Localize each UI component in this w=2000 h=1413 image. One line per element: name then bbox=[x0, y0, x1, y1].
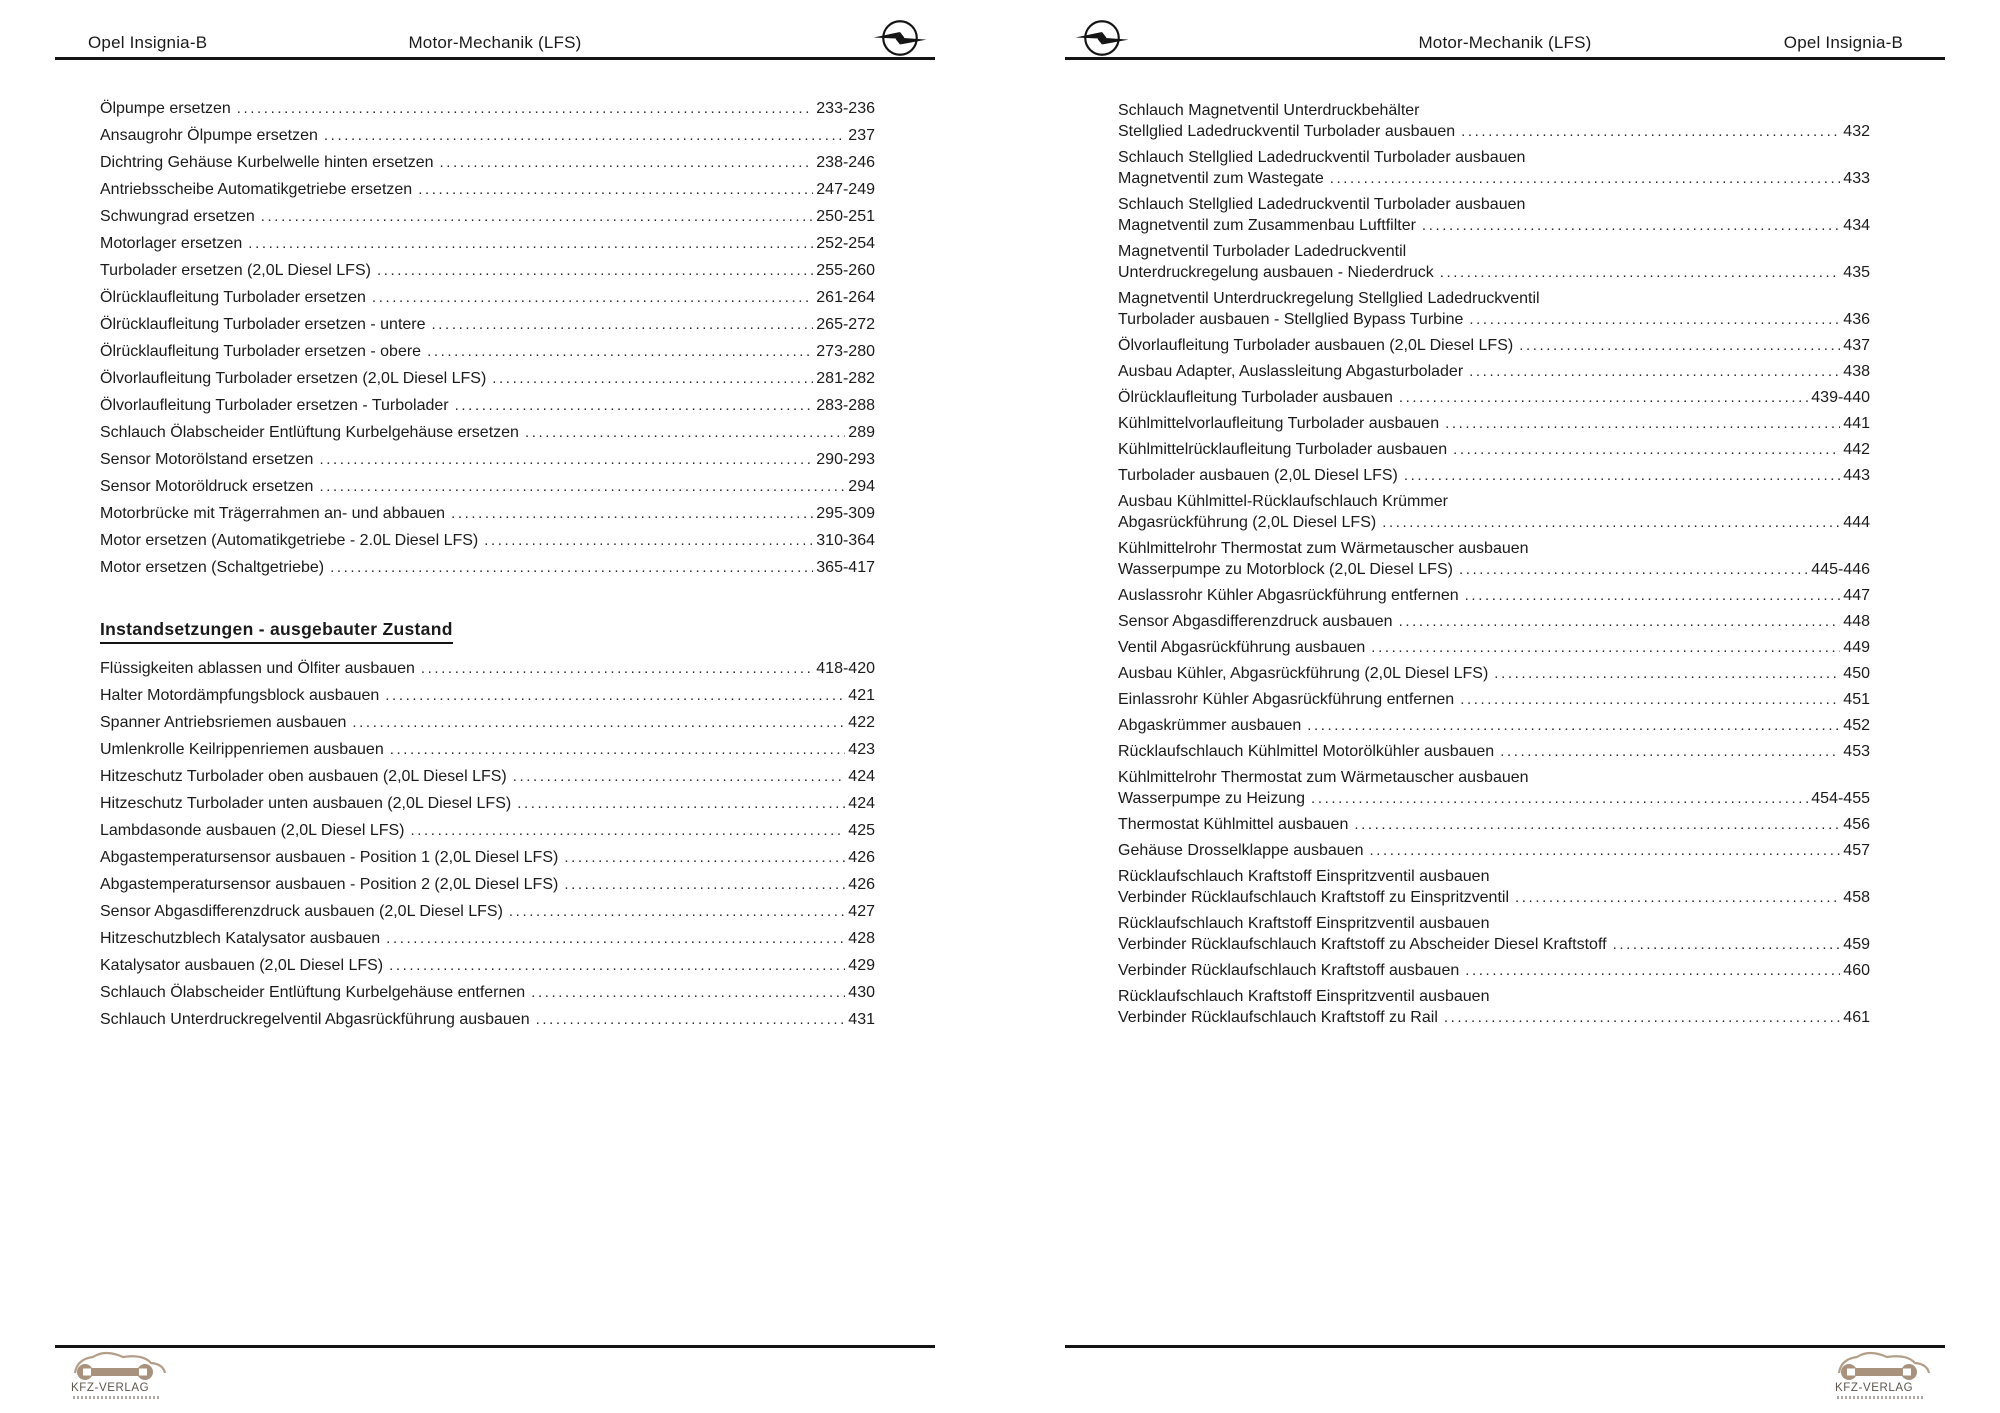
page-number: 445-446 bbox=[1811, 561, 1870, 578]
page-number: 310-364 bbox=[816, 532, 875, 549]
page-number: 422 bbox=[848, 714, 875, 731]
toc-entry-title: Kühlmittelvorlaufleitung Turbolader ausbauen bbox=[1118, 415, 1440, 432]
toc-entry-title: Ölpumpe ersetzen bbox=[100, 100, 231, 117]
kfz-verlag-car-wrench-icon bbox=[1835, 1351, 1947, 1383]
leader-dots bbox=[418, 181, 813, 199]
toc-entry-title: Hitzeschutz Turbolader unten ausbauen (2,0L Diesel LFS) bbox=[100, 795, 512, 812]
toc-entry bbox=[1118, 147, 1870, 189]
page-number: 238-246 bbox=[816, 154, 875, 171]
toc-entry-title: Unterdruckregelung ausbauen - Niederdruck bbox=[1118, 264, 1434, 281]
page-number: 233-236 bbox=[816, 100, 875, 117]
leader-dots bbox=[1445, 413, 1840, 434]
toc-entry bbox=[100, 930, 875, 957]
leader-dots bbox=[517, 795, 845, 813]
page-number: 460 bbox=[1843, 962, 1870, 979]
page-number: 444 bbox=[1843, 514, 1870, 531]
toc-entry-title: Ventil Abgasrückführung ausbauen bbox=[1118, 639, 1366, 656]
kfz-verlag-tagline bbox=[73, 1396, 161, 1399]
toc-entry-title: Wasserpumpe zu Heizung bbox=[1118, 790, 1306, 807]
toc-entry bbox=[100, 795, 875, 822]
leader-dots bbox=[1469, 361, 1840, 382]
page-number: 429 bbox=[848, 957, 875, 974]
page-number: 421 bbox=[848, 687, 875, 704]
toc-entry bbox=[100, 903, 875, 930]
toc-entry-title: Dichtring Gehäuse Kurbelwelle hinten ersetzen bbox=[100, 154, 434, 171]
toc-entry bbox=[1118, 194, 1870, 236]
page-number: 436 bbox=[1843, 311, 1870, 328]
toc-entry bbox=[100, 822, 875, 849]
toc-entry-title: Hitzeschutz Turbolader oben ausbauen (2,0L Diesel LFS) bbox=[100, 768, 507, 785]
toc-entry bbox=[100, 127, 875, 154]
toc-entry-title: Abgastemperatursensor ausbauen - Position 2 (2,0L Diesel LFS) bbox=[100, 876, 559, 893]
header-section-right: Motor-Mechanik (LFS) bbox=[1418, 33, 1592, 52]
toc-entry-line: Rücklaufschlauch Kraftstoff Einspritzventil ausbauen bbox=[1118, 868, 1490, 885]
page-number: 255-260 bbox=[816, 262, 875, 279]
toc-entry-title: Einlassrohr Kühler Abgasrückführung entfernen bbox=[1118, 691, 1455, 708]
leader-dots bbox=[525, 424, 845, 442]
page-number: 290-293 bbox=[816, 451, 875, 468]
leader-dots bbox=[1459, 559, 1808, 580]
toc-entry-title: Motorbrücke mit Trägerrahmen an- und abbauen bbox=[100, 505, 446, 522]
section-heading: Instandsetzungen - ausgebauter Zustand bbox=[100, 619, 875, 644]
toc-entry bbox=[1118, 840, 1870, 861]
toc-entry bbox=[100, 957, 875, 984]
toc-entry-title: Abgasrückführung (2,0L Diesel LFS) bbox=[1118, 514, 1377, 531]
leader-dots bbox=[1370, 840, 1841, 861]
toc-entry-line: Schlauch Stellglied Ladedruckventil Turbolader ausbauen bbox=[1118, 149, 1526, 166]
leader-dots bbox=[1465, 960, 1840, 981]
page-number: 448 bbox=[1843, 613, 1870, 630]
toc-entry bbox=[1118, 689, 1870, 710]
toc-entry bbox=[100, 289, 875, 316]
leader-dots bbox=[389, 957, 845, 975]
page-left bbox=[55, 0, 935, 1413]
leader-dots bbox=[1444, 1007, 1840, 1028]
opel-logo bbox=[1073, 11, 1131, 65]
toc-entry-title: Ölrücklaufleitung Turbolader ersetzen bbox=[100, 289, 366, 306]
kfz-verlag-wordmark: KFZ-VERLAG bbox=[1835, 1382, 1914, 1394]
leader-dots bbox=[455, 397, 814, 415]
toc-entry bbox=[100, 687, 875, 714]
toc-entry-title: Ölvorlaufleitung Turbolader ausbauen (2,0L Diesel LFS) bbox=[1118, 337, 1514, 354]
toc-entry-title: Schlauch Unterdruckregelventil Abgasrückführung ausbauen bbox=[100, 1011, 530, 1028]
kfz-verlag-logo bbox=[1835, 1351, 1947, 1403]
page-number: 435 bbox=[1843, 264, 1870, 281]
page-number: 456 bbox=[1843, 816, 1870, 833]
page-number: 438 bbox=[1843, 363, 1870, 380]
toc-entry-title: Spanner Antriebsriemen ausbauen bbox=[100, 714, 347, 731]
toc-entry bbox=[100, 451, 875, 478]
leader-dots bbox=[330, 559, 813, 577]
leader-dots bbox=[319, 478, 845, 496]
page-number: 450 bbox=[1843, 665, 1870, 682]
leader-dots bbox=[1382, 512, 1840, 533]
page-number: 442 bbox=[1843, 441, 1870, 458]
leader-dots bbox=[352, 714, 845, 732]
leader-dots bbox=[1519, 335, 1840, 356]
toc-entry bbox=[1118, 866, 1870, 908]
page-number: 425 bbox=[848, 822, 875, 839]
page-number: 427 bbox=[848, 903, 875, 920]
leader-dots bbox=[531, 984, 845, 1002]
leader-dots bbox=[386, 930, 845, 948]
toc-entry-title: Turbolader ausbauen - Stellglied Bypass Turbine bbox=[1118, 311, 1464, 328]
leader-dots bbox=[372, 289, 813, 307]
leader-dots bbox=[385, 687, 845, 705]
toc-entry-title: Ölvorlaufleitung Turbolader ersetzen - Turbolader bbox=[100, 397, 449, 414]
page-number: 451 bbox=[1843, 691, 1870, 708]
toc-entry-title: Turbolader ausbauen (2,0L Diesel LFS) bbox=[1118, 467, 1398, 484]
leader-dots bbox=[492, 370, 813, 388]
toc-list-left-top bbox=[100, 100, 875, 586]
page-number: 453 bbox=[1843, 743, 1870, 760]
leader-dots bbox=[1307, 715, 1840, 736]
page-number: 265-272 bbox=[816, 316, 875, 333]
leader-dots bbox=[411, 822, 846, 840]
toc-entry bbox=[100, 424, 875, 451]
toc-entry-title: Hitzeschutzblech Katalysator ausbauen bbox=[100, 930, 381, 947]
toc-entry bbox=[1118, 814, 1870, 835]
page-number: 434 bbox=[1843, 217, 1870, 234]
page-number: 281-282 bbox=[816, 370, 875, 387]
toc-entry-title: Ölvorlaufleitung Turbolader ersetzen (2,0L Diesel LFS) bbox=[100, 370, 487, 387]
toc-entry-title: Ausbau Adapter, Auslassleitung Abgasturbolader bbox=[1118, 363, 1464, 380]
toc-entry-line: Rücklaufschlauch Kraftstoff Einspritzventil ausbauen bbox=[1118, 915, 1490, 932]
toc-entry bbox=[1118, 913, 1870, 955]
toc-entry bbox=[1118, 413, 1870, 434]
toc-entry-title: Katalysator ausbauen (2,0L Diesel LFS) bbox=[100, 957, 384, 974]
leader-dots bbox=[1422, 215, 1840, 236]
page-number: 237 bbox=[848, 127, 875, 144]
page-number: 437 bbox=[1843, 337, 1870, 354]
toc-entry bbox=[100, 768, 875, 795]
toc-entry bbox=[100, 505, 875, 532]
toc-entry-title: Schlauch Ölabscheider Entlüftung Kurbelgehäuse entfernen bbox=[100, 984, 526, 1001]
leader-dots bbox=[509, 903, 845, 921]
leader-dots bbox=[1399, 387, 1808, 408]
toc-entry-title: Verbinder Rücklaufschlauch Kraftstoff zu Rail bbox=[1118, 1009, 1438, 1026]
leader-dots bbox=[261, 208, 814, 226]
leader-dots bbox=[440, 154, 814, 172]
page-number: 457 bbox=[1843, 842, 1870, 859]
toc-entry bbox=[100, 100, 875, 127]
toc-entry bbox=[100, 154, 875, 181]
toc-entry bbox=[100, 235, 875, 262]
toc-entry bbox=[1118, 439, 1870, 460]
leader-dots bbox=[1330, 168, 1841, 189]
toc-entry-line: Magnetventil Unterdruckregelung Stellglied Ladedruckventil bbox=[1118, 290, 1540, 307]
page-number: 423 bbox=[848, 741, 875, 758]
toc-entry-title: Abgaskrümmer ausbauen bbox=[1118, 717, 1302, 734]
leader-dots bbox=[1469, 309, 1840, 330]
toc-entry-title: Wasserpumpe zu Motorblock (2,0L Diesel LFS) bbox=[1118, 561, 1453, 578]
footer-rule-left bbox=[55, 1345, 935, 1348]
toc-entry-title: Ölrücklaufleitung Turbolader ersetzen - obere bbox=[100, 343, 422, 360]
leader-dots bbox=[377, 262, 813, 280]
toc-entry-title: Antriebsscheibe Automatikgetriebe ersetzen bbox=[100, 181, 413, 198]
toc-entry bbox=[100, 397, 875, 424]
page-number: 433 bbox=[1843, 170, 1870, 187]
leader-dots bbox=[421, 660, 813, 678]
leader-dots bbox=[432, 316, 814, 334]
header-section-left: Motor-Mechanik (LFS) bbox=[408, 33, 582, 52]
page-number: 250-251 bbox=[816, 208, 875, 225]
leader-dots bbox=[513, 768, 846, 786]
page-number: 459 bbox=[1843, 936, 1870, 953]
toc-entry bbox=[100, 478, 875, 505]
toc-entry bbox=[1118, 387, 1870, 408]
toc-entry bbox=[100, 559, 875, 586]
header-model-right: Opel Insignia-B bbox=[1783, 33, 1903, 52]
toc-entry-line: Schlauch Stellglied Ladedruckventil Turbolader ausbauen bbox=[1118, 196, 1526, 213]
toc-entry-title: Rücklaufschlauch Kühlmittel Motorölkühler ausbauen bbox=[1118, 743, 1495, 760]
kfz-verlag-wordmark: KFZ-VERLAG bbox=[71, 1382, 150, 1394]
toc-entry-line: Schlauch Magnetventil Unterdruckbehälter bbox=[1118, 102, 1420, 119]
page-number: 289 bbox=[848, 424, 875, 441]
toc-list-left-bottom bbox=[100, 660, 875, 1038]
toc-entry bbox=[1118, 100, 1870, 142]
toc-entry bbox=[1118, 663, 1870, 684]
toc-entry-line: Magnetventil Turbolader Ladedruckventil bbox=[1118, 243, 1407, 260]
leader-dots bbox=[1371, 637, 1840, 658]
toc-entry-title: Halter Motordämpfungsblock ausbauen bbox=[100, 687, 380, 704]
page-number: 461 bbox=[1843, 1009, 1870, 1026]
page-number: 283-288 bbox=[816, 397, 875, 414]
toc-entry bbox=[1118, 767, 1870, 809]
toc-entry-title: Auslassrohr Kühler Abgasrückführung entfernen bbox=[1118, 587, 1459, 604]
leader-dots bbox=[1461, 121, 1840, 142]
toc-entry-title: Ansaugrohr Ölpumpe ersetzen bbox=[100, 127, 318, 144]
toc-entry-title: Lambdasonde ausbauen (2,0L Diesel LFS) bbox=[100, 822, 405, 839]
leader-dots bbox=[248, 235, 813, 253]
toc-entry-title: Sensor Abgasdifferenzdruck ausbauen bbox=[1118, 613, 1393, 630]
page-number: 431 bbox=[848, 1011, 875, 1028]
header-rule-left bbox=[55, 57, 935, 60]
toc-entry-title: Sensor Abgasdifferenzdruck ausbauen (2,0L Diesel LFS) bbox=[100, 903, 503, 920]
toc-entry-line: Kühlmittelrohr Thermostat zum Wärmetauscher ausbauen bbox=[1118, 769, 1529, 786]
toc-entry-title: Kühlmittelrücklaufleitung Turbolader ausbauen bbox=[1118, 441, 1448, 458]
toc-entry-line: Kühlmittelrohr Thermostat zum Wärmetauscher ausbauen bbox=[1118, 540, 1529, 557]
toc-entry-title: Schwungrad ersetzen bbox=[100, 208, 255, 225]
leader-dots bbox=[1613, 934, 1841, 955]
toc-entry bbox=[100, 343, 875, 370]
page-number: 294 bbox=[848, 478, 875, 495]
leader-dots bbox=[564, 849, 845, 867]
page-number: 452 bbox=[1843, 717, 1870, 734]
toc-entry-title: Umlenkrolle Keilrippenriemen ausbauen bbox=[100, 741, 384, 758]
toc-entry-line: Ausbau Kühlmittel-Rücklaufschlauch Krümmer bbox=[1118, 493, 1448, 510]
toc-entry bbox=[1118, 741, 1870, 762]
leader-dots bbox=[1460, 689, 1840, 710]
toc-entry bbox=[100, 660, 875, 687]
page-number: 449 bbox=[1843, 639, 1870, 656]
toc-entry bbox=[100, 741, 875, 768]
leader-dots bbox=[536, 1011, 846, 1029]
toc-entry-title: Flüssigkeiten ablassen und Ölfiter ausbauen bbox=[100, 660, 415, 677]
leader-dots bbox=[564, 876, 845, 894]
toc-entry-title: Verbinder Rücklaufschlauch Kraftstoff ausbauen bbox=[1118, 962, 1460, 979]
toc-entry bbox=[100, 984, 875, 1011]
leader-dots bbox=[1354, 814, 1840, 835]
toc-entry-title: Magnetventil zum Zusammenbau Luftfilter bbox=[1118, 217, 1416, 234]
toc-entry-title: Sensor Motorölstand ersetzen bbox=[100, 451, 314, 468]
toc-entry-title: Ausbau Kühler, Abgasrückführung (2,0L Diesel LFS) bbox=[1118, 665, 1489, 682]
toc-entry-title: Verbinder Rücklaufschlauch Kraftstoff zu Abscheider Diesel Kraftstoff bbox=[1118, 936, 1607, 953]
page-right bbox=[1065, 0, 1945, 1413]
toc-entry-title: Turbolader ersetzen (2,0L Diesel LFS) bbox=[100, 262, 371, 279]
toc-entry bbox=[100, 181, 875, 208]
toc-entry-title: Ölrücklaufleitung Turbolader ausbauen bbox=[1118, 389, 1393, 406]
toc-entry bbox=[100, 532, 875, 559]
toc-entry bbox=[100, 714, 875, 741]
leader-dots bbox=[1404, 465, 1840, 486]
page-number: 247-249 bbox=[816, 181, 875, 198]
toc-entry-title: Schlauch Ölabscheider Entlüftung Kurbelgehäuse ersetzen bbox=[100, 424, 519, 441]
toc-entry-title: Verbinder Rücklaufschlauch Kraftstoff zu Einspritzventil bbox=[1118, 889, 1510, 906]
toc-entry bbox=[1118, 288, 1870, 330]
page-number: 441 bbox=[1843, 415, 1870, 432]
toc-entry bbox=[1118, 335, 1870, 356]
toc-entry-title: Thermostat Kühlmittel ausbauen bbox=[1118, 816, 1349, 833]
page-number: 428 bbox=[848, 930, 875, 947]
page-number: 447 bbox=[1843, 587, 1870, 604]
leader-dots bbox=[1311, 788, 1808, 809]
leader-dots bbox=[1494, 663, 1840, 684]
page-number: 261-264 bbox=[816, 289, 875, 306]
toc-entry bbox=[1118, 637, 1870, 658]
page-number: 426 bbox=[848, 876, 875, 893]
page-number: 432 bbox=[1843, 123, 1870, 140]
toc-entry bbox=[1118, 715, 1870, 736]
kfz-verlag-logo bbox=[71, 1351, 183, 1403]
page-number: 295-309 bbox=[816, 505, 875, 522]
toc-entry bbox=[100, 876, 875, 903]
toc-entry bbox=[1118, 241, 1870, 283]
toc-entry bbox=[1118, 960, 1870, 981]
leader-dots bbox=[237, 100, 814, 118]
page-number: 418-420 bbox=[816, 660, 875, 677]
toc-entry bbox=[100, 262, 875, 289]
toc-entry bbox=[1118, 585, 1870, 606]
leader-dots bbox=[1440, 262, 1841, 283]
leader-dots bbox=[324, 127, 845, 145]
toc-entry bbox=[1118, 491, 1870, 533]
toc-entry bbox=[100, 370, 875, 397]
page-number: 439-440 bbox=[1811, 389, 1870, 406]
page-number: 430 bbox=[848, 984, 875, 1001]
page-number: 424 bbox=[848, 795, 875, 812]
leader-dots bbox=[451, 505, 813, 523]
toc-entry-title: Stellglied Ladedruckventil Turbolader ausbauen bbox=[1118, 123, 1456, 140]
page-number: 365-417 bbox=[816, 559, 875, 576]
toc-entry-title: Motor ersetzen (Automatikgetriebe - 2.0L Diesel LFS) bbox=[100, 532, 479, 549]
page-number: 424 bbox=[848, 768, 875, 785]
toc-entry bbox=[1118, 986, 1870, 1028]
leader-dots bbox=[1515, 887, 1840, 908]
toc-entry-line: Rücklaufschlauch Kraftstoff Einspritzventil ausbauen bbox=[1118, 988, 1490, 1005]
toc-entry bbox=[1118, 361, 1870, 382]
toc-entry bbox=[1118, 611, 1870, 632]
leader-dots bbox=[390, 741, 846, 759]
toc-entry-title: Magnetventil zum Wastegate bbox=[1118, 170, 1324, 187]
toc-entry bbox=[100, 1011, 875, 1038]
header-model-left: Opel Insignia-B bbox=[88, 33, 208, 52]
leader-dots bbox=[1399, 611, 1841, 632]
toc-entry-title: Motorlager ersetzen bbox=[100, 235, 243, 252]
toc-entry-title: Abgastemperatursensor ausbauen - Position 1 (2,0L Diesel LFS) bbox=[100, 849, 559, 866]
toc-entry bbox=[100, 316, 875, 343]
kfz-verlag-tagline bbox=[1837, 1396, 1925, 1399]
leader-dots bbox=[1453, 439, 1840, 460]
page-number: 458 bbox=[1843, 889, 1870, 906]
opel-logo bbox=[871, 11, 929, 65]
toc-entry-title: Sensor Motoröldruck ersetzen bbox=[100, 478, 314, 495]
leader-dots bbox=[484, 532, 813, 550]
toc-entry-title: Ölrücklaufleitung Turbolader ersetzen - untere bbox=[100, 316, 426, 333]
toc-entry-title: Gehäuse Drosselklappe ausbauen bbox=[1118, 842, 1364, 859]
page-number: 443 bbox=[1843, 467, 1870, 484]
page-number: 454-455 bbox=[1811, 790, 1870, 807]
leader-dots bbox=[1500, 741, 1840, 762]
toc-entry bbox=[1118, 465, 1870, 486]
leader-dots bbox=[427, 343, 813, 361]
toc-entry bbox=[100, 208, 875, 235]
kfz-verlag-car-wrench-icon bbox=[71, 1351, 183, 1383]
leader-dots bbox=[1465, 585, 1841, 606]
page-number: 252-254 bbox=[816, 235, 875, 252]
toc-entry-title: Motor ersetzen (Schaltgetriebe) bbox=[100, 559, 325, 576]
header-rule-right bbox=[1065, 57, 1945, 60]
left-lower-block bbox=[100, 589, 875, 1038]
toc-entry bbox=[100, 849, 875, 876]
leader-dots bbox=[319, 451, 813, 469]
page-number: 426 bbox=[848, 849, 875, 866]
toc-entry bbox=[1118, 538, 1870, 580]
toc-list-right bbox=[1118, 100, 1870, 1033]
footer-rule-right bbox=[1065, 1345, 1945, 1348]
page-number: 273-280 bbox=[816, 343, 875, 360]
